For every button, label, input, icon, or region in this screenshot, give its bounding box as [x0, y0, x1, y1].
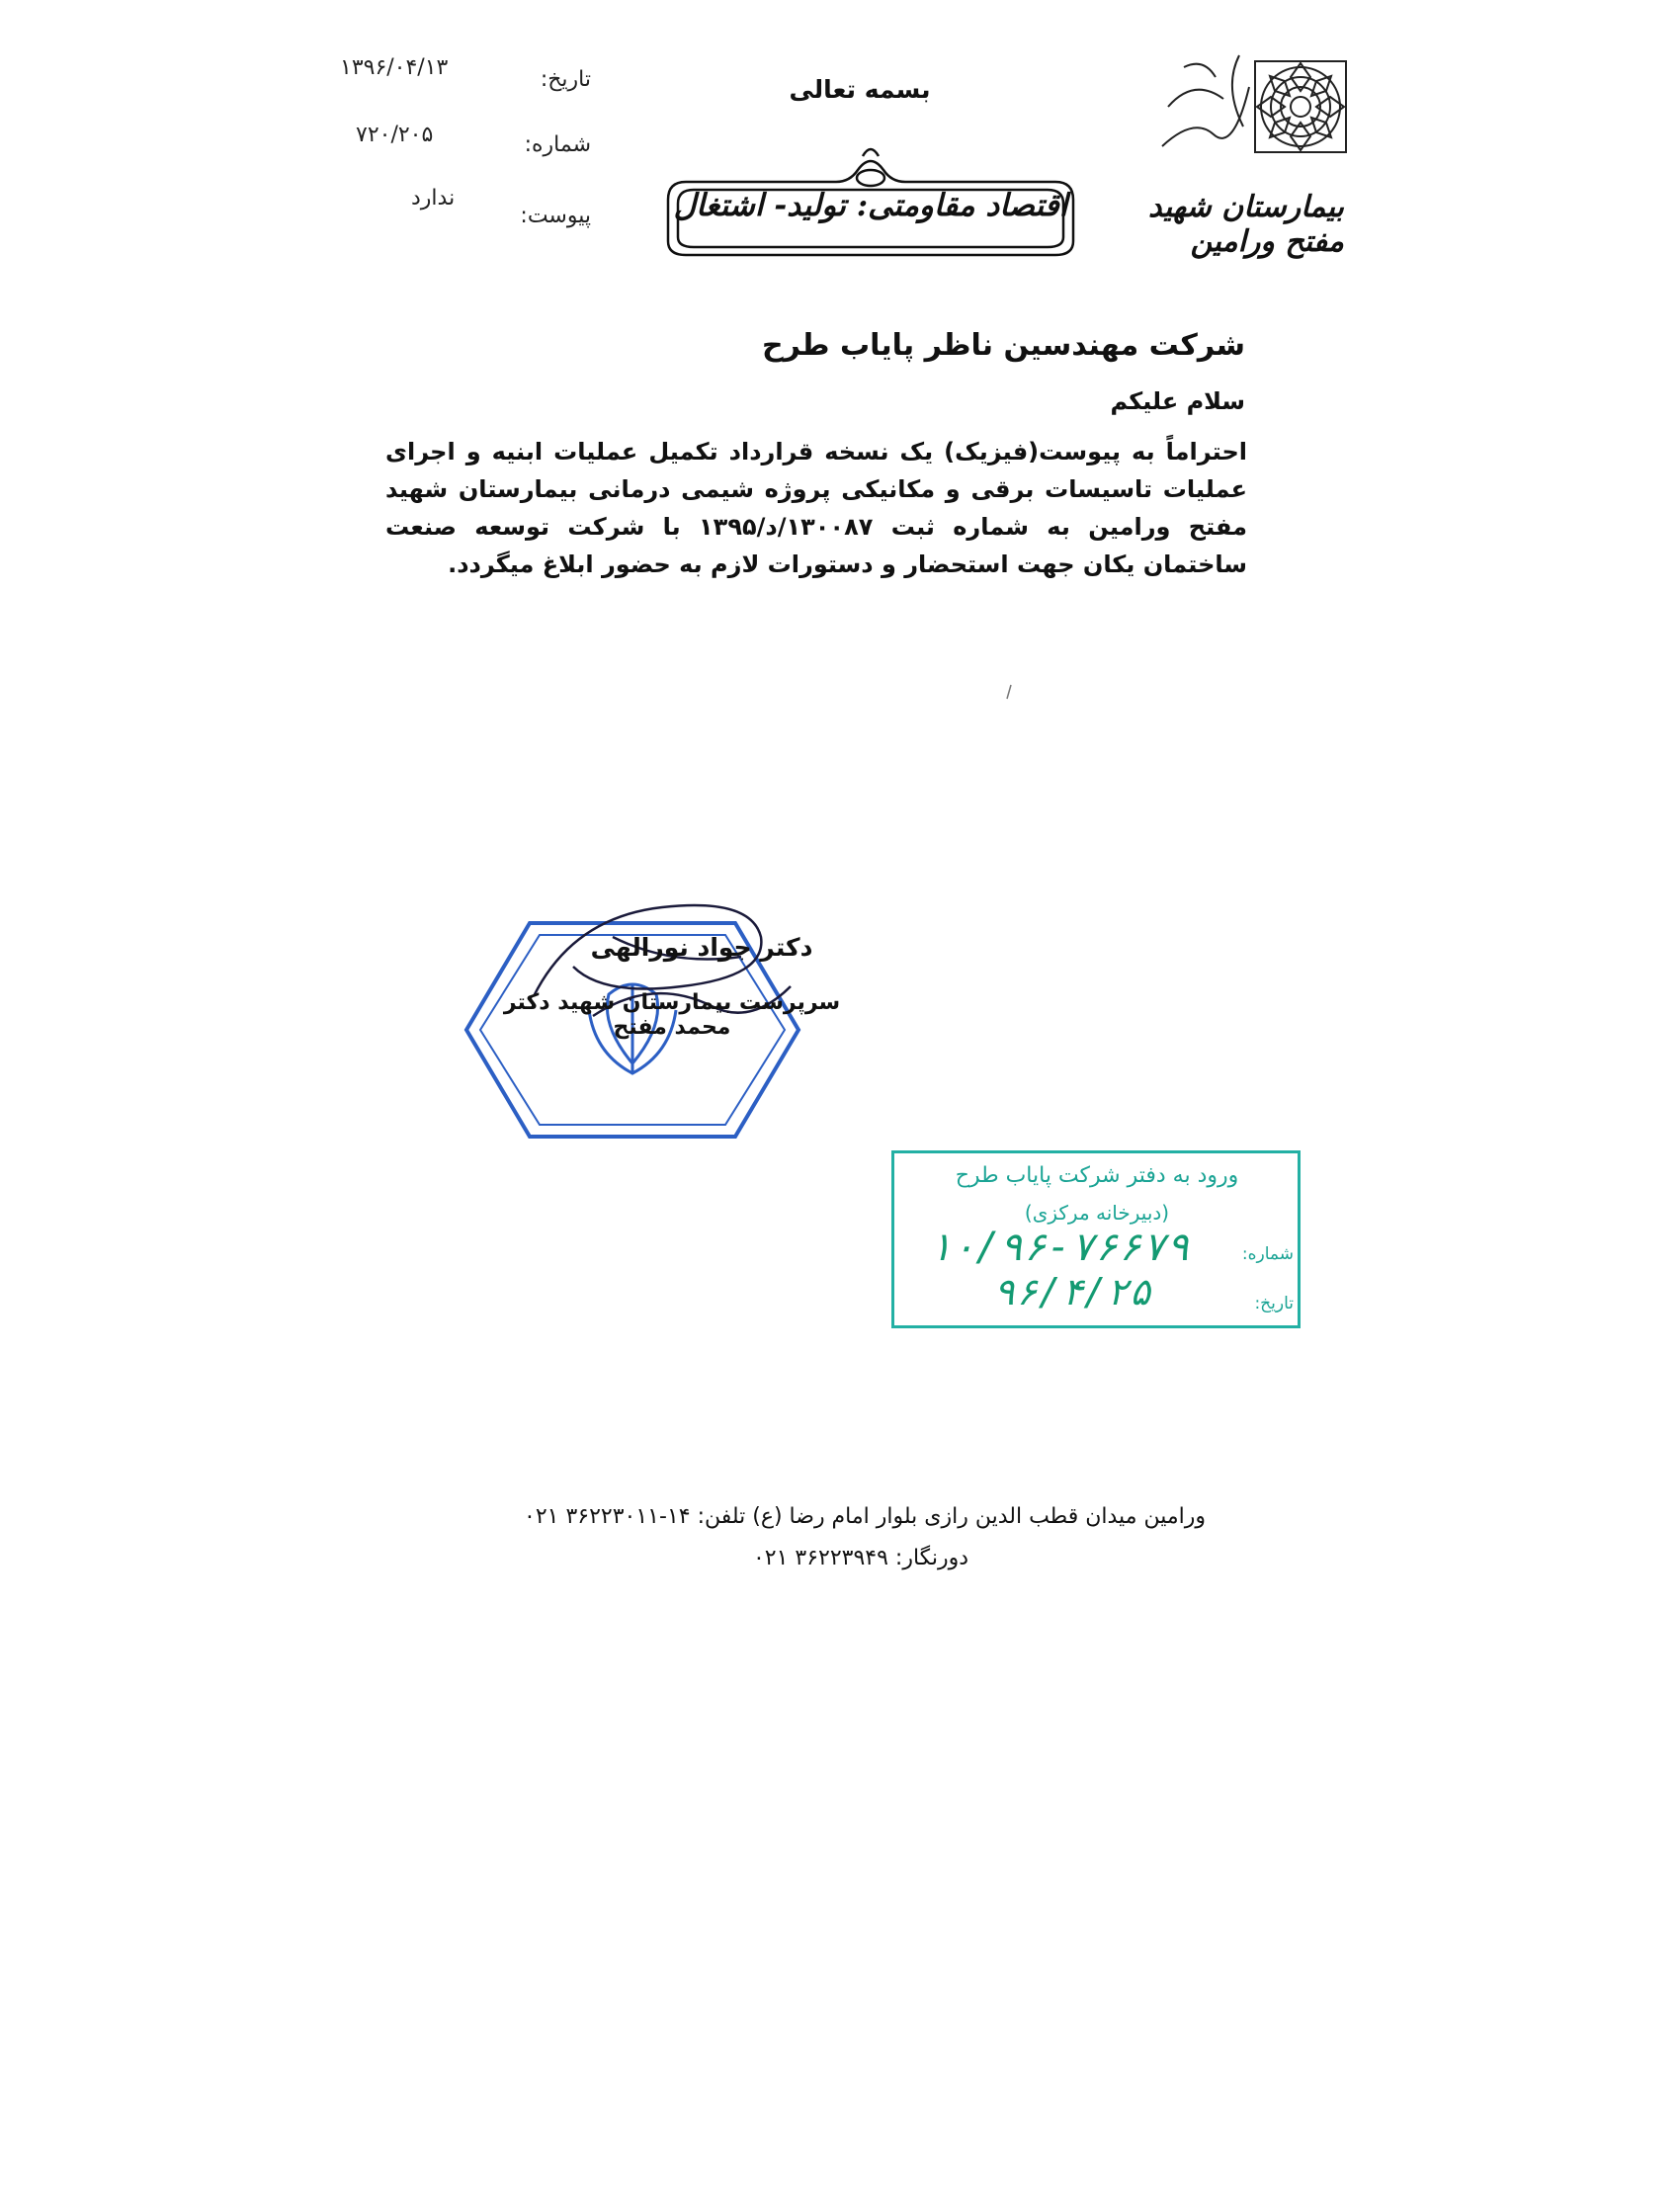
letter-body: احتراماً به پیوست(فیزیک) یک نسخه قرارداد تکمیل عملیات ابنیه و اجرای عملیات تاسیسات برقی و مکانیکی پروژه شیمی درمانی بیمارستان شهید مفتح ورامین به شماره ثبت ۱۳۰۰۸۷/د/۱۳۹۵ با شرکت توسعه صنعت ساختمان یکان جهت استحضار و دستورات لازم به حضور ابلاغ میگردد.: [385, 438, 1248, 578]
stamp-subtitle: (دبیرخانه مرکزی): [1024, 1201, 1170, 1225]
greeting: سلام علیکم: [1110, 387, 1245, 415]
attachment-label: پیوست:: [520, 204, 591, 228]
number-value: ۷۲۰/۲۰۵: [356, 123, 434, 147]
stamp-number-value: ۱۰/۹۶-۷۶۶۷۹: [928, 1225, 1190, 1270]
stamp-title: ورود به دفتر شرکت پایاب طرح: [955, 1163, 1239, 1188]
stamp-date-label: تاریخ:: [1254, 1294, 1294, 1313]
date-value: ۱۳۹۶/۰۴/۱۳: [340, 55, 449, 80]
footer-address: ورامین میدان قطب الدین رازی بلوار امام رضا (ع) تلفن: ۱۴-۳۶۲۲۳۰۱۱ ۰۲۱: [524, 1504, 1206, 1529]
stamp-date-value: ۹۶/۴/۲۵: [992, 1270, 1152, 1313]
signer-name: دکتر جواد نورالهی: [590, 933, 813, 962]
stamp-number-label: شماره:: [1241, 1244, 1294, 1264]
hospital-name: بیمارستان شهید مفتح ورامین: [1148, 190, 1344, 259]
signer-title: سرپرست بیمارستان شهید دکتر محمد مفتح: [503, 990, 841, 1040]
attachment-value: ندارد: [411, 186, 456, 211]
number-label: شماره:: [524, 132, 591, 157]
date-label: تاریخ:: [540, 67, 591, 92]
university-logo-icon: [1154, 47, 1348, 166]
bismillah-heading: بسمه تعالی: [789, 75, 931, 104]
slogan-text: اقتصاد مقاومتی: تولید- اشتغال: [673, 188, 1068, 223]
footer-fax: دورنگار: ۳۶۲۲۳۹۴۹ ۰۲۱: [752, 1546, 968, 1570]
recipient-heading: شرکت مهندسین ناظر پایاب طرح: [761, 328, 1245, 363]
stray-pen-mark: [1006, 684, 1012, 700]
receipt-stamp: [891, 1150, 1301, 1328]
